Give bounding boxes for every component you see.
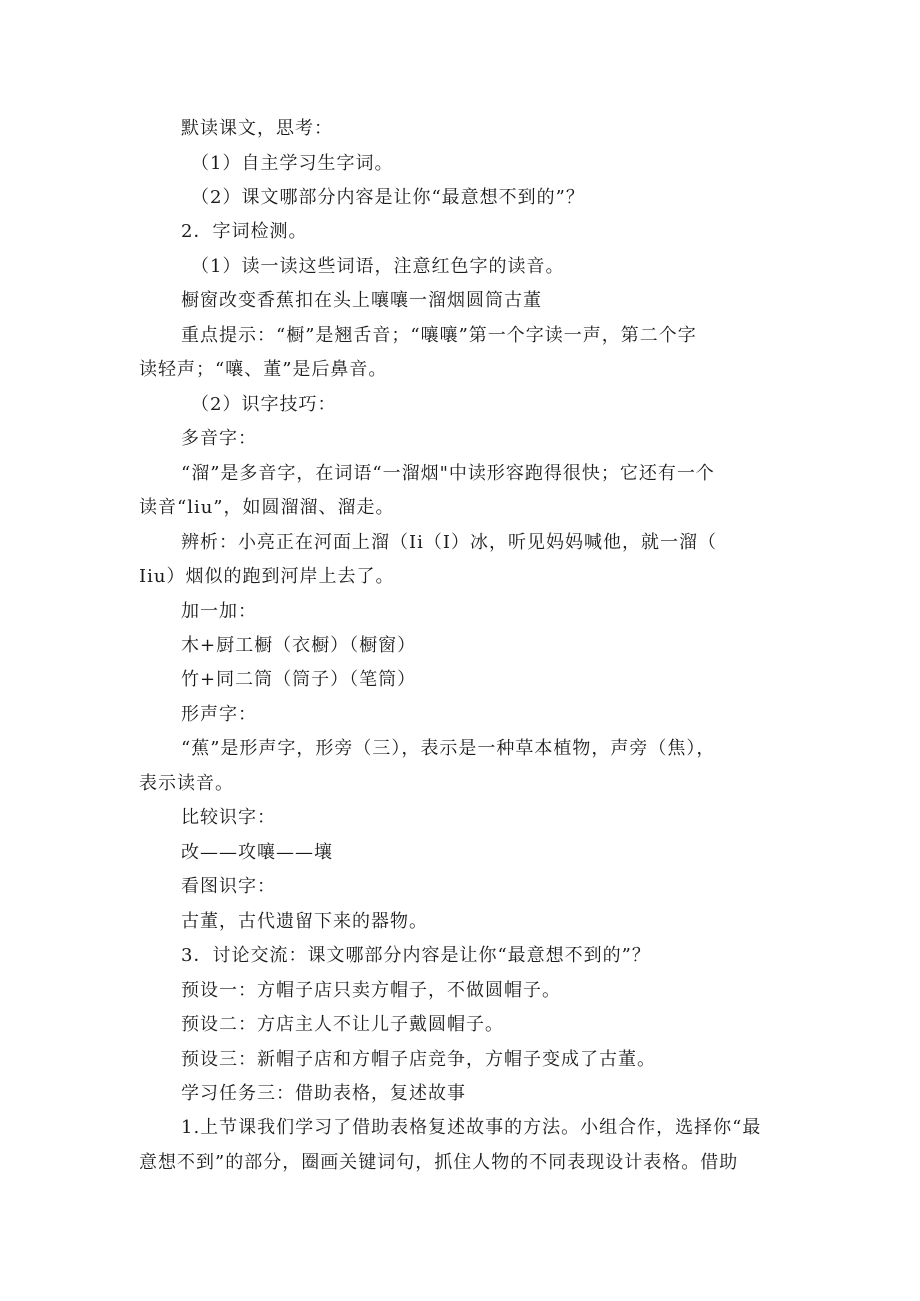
text-line: 预设三：新帽子店和方帽子店竞争，方帽子变成了古董。 bbox=[181, 1049, 656, 1070]
text-line: 意想不到”的部分，圈画关键词句，抓住人物的不同表现设计表格。借助 bbox=[139, 1152, 739, 1173]
text-line: 学习任务三：借助表格，复述故事 bbox=[181, 1083, 466, 1104]
text-line: （1）读一读这些词语，注意红色字的读音。 bbox=[191, 256, 565, 277]
text-line: 古董，古代遗留下来的器物。 bbox=[181, 911, 428, 932]
text-line: 辨析：小亮正在河面上溜（Ii（I）冰，听见妈妈喊他，就一溜（ bbox=[181, 532, 717, 553]
text-line: 看图识字： bbox=[181, 876, 276, 897]
text-line: 读音“liu”，如圆溜溜、溜走。 bbox=[139, 497, 395, 518]
text-line: 形声字： bbox=[181, 704, 257, 725]
text-line: 读轻声；“嚷、董”是后鼻音。 bbox=[139, 359, 388, 380]
text-line: “蕉”是形声字，形旁（三），表示是一种草本植物，声旁（焦）， bbox=[181, 738, 716, 759]
text-line: 预设二：方店主人不让儿子戴圆帽子。 bbox=[181, 1014, 504, 1035]
text-line: 比较识字： bbox=[181, 807, 276, 828]
text-line: （2）课文哪部分内容是让你“最意想不到的”？ bbox=[191, 187, 585, 208]
text-line: 重点提示：“橱”是翘舌音；“嚷嚷”第一个字读一声，第二个字 bbox=[181, 325, 697, 346]
text-line: （2）识字技巧： bbox=[191, 394, 337, 415]
text-line: 竹+同二筒（筒子）（笔筒） bbox=[181, 669, 417, 690]
text-line: “溜”是多音字，在词语“一溜烟"中读形容跑得很快；它还有一个 bbox=[181, 463, 715, 484]
text-line: （1）自主学习生字词。 bbox=[191, 153, 394, 174]
text-line: 加一加： bbox=[181, 601, 257, 622]
text-line: 木+厨工橱（衣橱）（橱窗） bbox=[181, 635, 417, 656]
text-line: 表示读音。 bbox=[139, 773, 234, 794]
text-line: 默读课文，思考： bbox=[181, 118, 333, 139]
text-line: Iiu）烟似的跑到河岸上去了。 bbox=[139, 566, 395, 587]
text-line: 多音字： bbox=[181, 428, 257, 449]
text-line: 1.上节课我们学习了借助表格复述故事的方法。小组合作，选择你“最 bbox=[181, 1117, 762, 1138]
text-line: 橱窗改变香蕉扣在头上嚷嚷一溜烟圆筒古董 bbox=[181, 290, 542, 311]
text-line: 2．字词检测。 bbox=[181, 221, 308, 242]
text-line: 3．讨论交流：课文哪部分内容是让你“最意想不到的”？ bbox=[181, 945, 651, 966]
text-line: 预设一：方帽子店只卖方帽子，不做圆帽子。 bbox=[181, 980, 561, 1001]
text-line: 改——攻嚷——壤 bbox=[181, 842, 333, 863]
